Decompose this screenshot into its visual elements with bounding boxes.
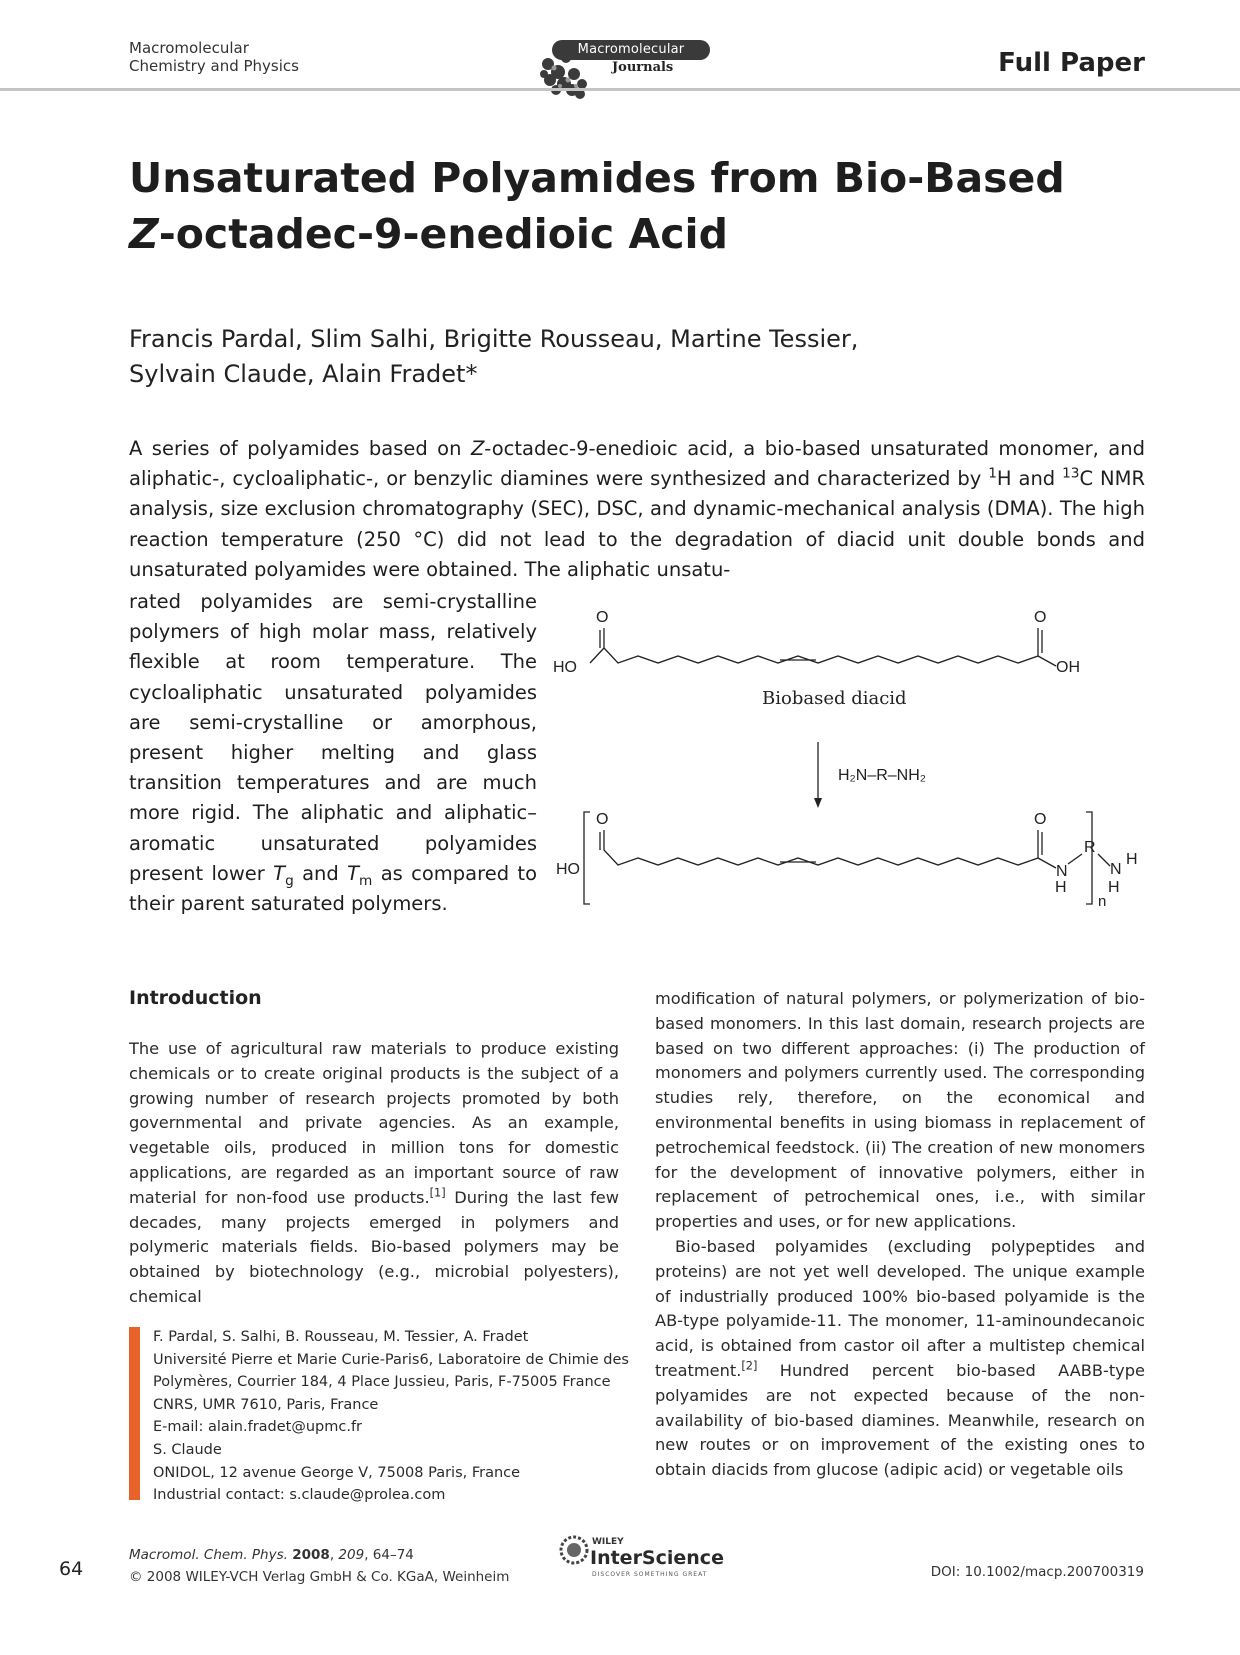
doi[interactable]: DOI: 10.1002/macp.200700319 (930, 1564, 1144, 1580)
polymer-chain (604, 830, 1038, 865)
journal-name-line1: Macromolecular (129, 39, 249, 57)
journals-label: Journals (612, 60, 674, 75)
email-link[interactable]: E-mail: alain.fradet@upmc.fr (153, 1419, 363, 1436)
superscript-13: 13 (1062, 465, 1080, 482)
copyright: © 2008 WILEY-VCH Verlag GmbH & Co. KGaA, Weinheim (129, 1569, 510, 1585)
cite-year: 2008 (292, 1547, 330, 1563)
tg-symbol: T (273, 861, 286, 885)
citation-block (129, 1544, 509, 1588)
second-h-label-bottom: H (1108, 879, 1120, 896)
o-label-top-right: O (1034, 609, 1047, 626)
abstract-z: Z (470, 437, 485, 460)
interscience-label: InterScience (590, 1547, 724, 1569)
introduction-heading: Introduction (129, 987, 262, 1009)
author-list (129, 322, 1129, 392)
amide-h-label: H (1055, 879, 1067, 896)
title-line-2-text: -octadec-9-enedioic Acid (158, 210, 728, 258)
affiliation-line: Université Pierre et Marie Curie-Paris6, Laboratoire de Chimie des (153, 1351, 629, 1368)
oh-bond-left (590, 648, 604, 663)
affiliation-line: F. Pardal, S. Salhi, B. Rousseau, M. Tessier, A. Fradet (153, 1329, 529, 1345)
affiliation-block (153, 1326, 633, 1507)
title-line-2 (129, 206, 1129, 262)
abstract-text: rated polyamides are semi-crystalline polymers of high molar mass, relatively flexible at room temperature. The cycloaliphatic unsaturated polyamides are semi-crystalline or amorphous, present higher melting and glass transition temperatures and are much more rigid. The aliphatic and aliphatic–aromatic unsaturated polyamides present lower (129, 590, 537, 885)
paper-title (129, 150, 1129, 262)
polymer-o-right: O (1034, 811, 1047, 828)
affiliation-line: Polymères, Courrier 184, 4 Place Jussieu, Paris, F-75005 France (153, 1374, 611, 1391)
oh-bond-right (1038, 656, 1056, 666)
second-n-label: N (1110, 861, 1122, 878)
reaction-arrow-head (814, 798, 822, 808)
r-bond-1 (1068, 854, 1082, 864)
abstract-text: -octadec-9-enedioic acid, a bio-based unsaturated monomer, and aliphatic-, cycloaliphatic-, or benzylic diamines were synthesized and characterized by (129, 437, 1145, 491)
abstract-text: C NMR analysis, size exclusion chromatography (SEC), DSC, and dynamic-mechanical analysis (DMA). The high reaction temperature (250 °C) did not lead to the degradation of diacid unit double bonds and unsaturated polyamides were obtained. The aliphatic unsatu- (129, 467, 1146, 581)
body-text: The use of agricultural raw materials to produce existing chemicals or to create original products is the subject of a growing number of research projects promoted by both governmental and private agencies. As an example, vegetable oils, produced in million tons for domestic applications, are regarded as an important source of raw material for non-food use products. (129, 1039, 619, 1207)
terminal-h-label: H (1126, 851, 1138, 868)
reference-2[interactable]: [2] (741, 1358, 758, 1373)
logo-tagline: DISCOVER SOMETHING GREAT (592, 1571, 708, 1578)
right-bracket (1086, 812, 1092, 904)
authors-line-1: Francis Pardal, Slim Salhi, Brigitte Rousseau, Martine Tessier, (129, 325, 859, 353)
wiley-interscience-logo (556, 1532, 736, 1588)
journal-name-line2: Chemistry and Physics (129, 57, 299, 75)
abstract-text: as compared to their parent saturated polymers. (129, 861, 538, 916)
body-text: During the last few decades, many projects emerged in polymers and polymeric materials fields. Bio-based polymers may be obtained by biotechnology (e.g., microbial polyesters), chemical (129, 1187, 619, 1306)
diacid-chain (604, 628, 1038, 663)
abstract-paragraph (129, 434, 1145, 585)
r-bond-2 (1098, 854, 1110, 866)
intro-paragraph (129, 1037, 619, 1310)
superscript-1: 1 (988, 465, 997, 482)
oh-label-top: OH (1056, 659, 1080, 676)
ho-label-top: HO (553, 659, 577, 676)
reference-1[interactable]: [1] (429, 1185, 446, 1200)
macromolecular-badge: Macromolecular (552, 40, 710, 60)
affiliation-line: CNRS, UMR 7610, Paris, France (153, 1396, 379, 1413)
o-label-top-left: O (596, 609, 609, 626)
authors-line-2: Sylvain Claude, Alain Fradet* (129, 360, 478, 388)
title-z-prefix: Z (129, 210, 159, 258)
cite-journal: Macromol. Chem. Phys. (129, 1547, 288, 1563)
left-bracket (584, 812, 590, 904)
r-group-label: R (1084, 839, 1096, 856)
polymer-ho-label: HO (556, 861, 580, 878)
abstract-text: and (293, 861, 348, 885)
abstract-continuation (129, 587, 537, 919)
reaction-scheme-figure (548, 608, 1138, 910)
diamine-reagent: H₂N–R–NH₂ (838, 767, 926, 784)
abstract-text: A series of polyamides based on (129, 437, 471, 460)
affiliation-line: S. Claude (153, 1441, 222, 1458)
citation-line: Macromol. Chem. Phys. 2008, 209, 64–74 (129, 1547, 414, 1563)
intro-column-right (655, 987, 1145, 1483)
amide-n-label: N (1056, 863, 1068, 880)
abstract-text: H and (996, 467, 1063, 491)
industrial-contact[interactable]: Industrial contact: s.claude@prolea.com (153, 1487, 446, 1504)
wiley-label: WILEY (592, 1537, 624, 1547)
body-text: Bio-based polyamides (excluding polypeptides and proteins) are not yet well developed. The unique example of industrially produced 100% bio-based polyamide is the AB-type polyamide-11. The monomer, 11-aminoundecanoic acid, is obtained from castor oil after a multistep chemical treatment. (655, 1236, 1145, 1380)
polymer-o-left: O (596, 811, 609, 828)
header-rule (0, 88, 1240, 91)
tm-symbol: T (347, 861, 360, 885)
journal-name (129, 39, 389, 75)
intro-paragraph: modification of natural polymers, or polymerization of bio-based monomers. In this last domain, research projects are based on two different approaches: (i) The production of monomers and polymers currently used. The corresponding studies rely, therefore, on the economical and environmental benefits in using biomass in replacement of petrochemical feedstock. (ii) The creation of new monomers for the development of innovative polymers, either in replacement of petrochemical ones, i.e., with similar properties and uses, or for new applications. (655, 989, 1145, 1232)
title-line-1: Unsaturated Polyamides from Bio-Based (129, 154, 1065, 202)
affiliation-line: ONIDOL, 12 avenue George V, 75008 Paris, France (153, 1464, 521, 1481)
page-number: 64 (59, 1558, 84, 1580)
affiliation-accent-bar (129, 1327, 140, 1500)
repeat-n-label: n (1098, 893, 1107, 910)
amide-bond (1038, 858, 1056, 868)
body-text: Hundred percent bio-based AABB-type polyamides are not expected because of the non-availability of bio-based diamines. Meanwhile, research on new routes or on improvement of the existing ones to obtain diacids from glucose (adipic acid) or vegetable oils (655, 1360, 1145, 1480)
tg-subscript: g (285, 872, 294, 889)
intro-paragraph (655, 1235, 1145, 1483)
cite-volume: 209 (338, 1547, 365, 1563)
tm-subscript: m (359, 872, 373, 889)
cite-pages: , 64–74 (364, 1547, 414, 1563)
diacid-caption: Biobased diacid (762, 688, 907, 709)
section-label: Full Paper (998, 48, 1145, 78)
intro-column-left (129, 1037, 619, 1310)
